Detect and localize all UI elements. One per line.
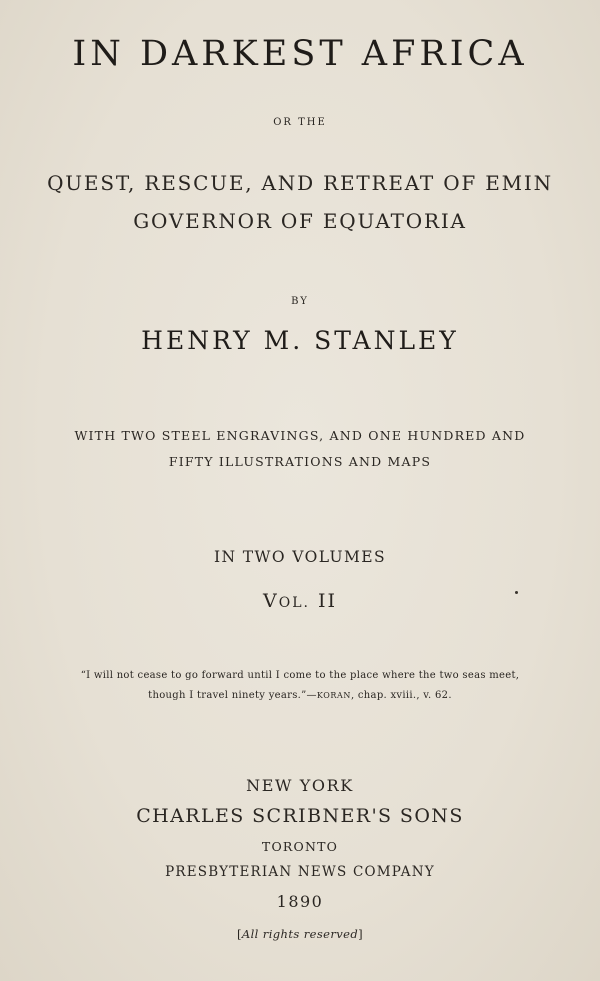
paper-speck: [515, 591, 518, 594]
book-title: IN DARKEST AFRICA: [72, 34, 528, 74]
volumes-count: IN TWO VOLUMES: [213, 548, 387, 566]
epigraph-line-1: “I will not cease to go forward until I come to the place where the two seas meet,: [80, 670, 520, 681]
volume-number: [0, 590, 600, 612]
subtitle-line-2: GOVERNOR OF EQUATORIA: [133, 209, 467, 233]
volume-prefix-initial: V: [262, 590, 279, 612]
imprint-city: NEW YORK: [246, 776, 354, 795]
subtitle-line-1: QUEST, RESCUE, AND RETREAT OF EMIN: [47, 171, 553, 195]
epigraph-line-2-text: though I travel ninety years.”—: [148, 690, 317, 701]
imprint-toronto: TORONTO: [261, 839, 339, 854]
rights-bracket-open: [: [237, 927, 242, 941]
imprint-publisher: CHARLES SCRIBNER'S SONS: [136, 805, 464, 827]
epigraph-citation: , chap. xviii., v. 62.: [350, 690, 452, 701]
epigraph-source: KORAN: [316, 691, 351, 700]
epigraph-line-2: [0, 690, 600, 701]
illustrations-line-2: FIFTY ILLUSTRATIONS AND MAPS: [168, 454, 432, 469]
rights-notice: [0, 927, 600, 941]
volume-roman-numeral: II: [318, 590, 338, 612]
rights-bracket-close: ]: [358, 927, 363, 941]
by-connector: BY: [291, 296, 309, 307]
volume-prefix-rest: OL.: [278, 595, 310, 611]
imprint-co-publisher: PRESBYTERIAN NEWS COMPANY: [165, 864, 435, 880]
illustrations-line-1: WITH TWO STEEL ENGRAVINGS, AND ONE HUNDRED AND: [74, 428, 526, 443]
rights-text: All rights reserved: [241, 927, 359, 941]
imprint-year: 1890: [276, 892, 324, 911]
or-the-connector: OR THE: [273, 117, 327, 128]
author-name: HENRY M. STANLEY: [141, 326, 459, 355]
